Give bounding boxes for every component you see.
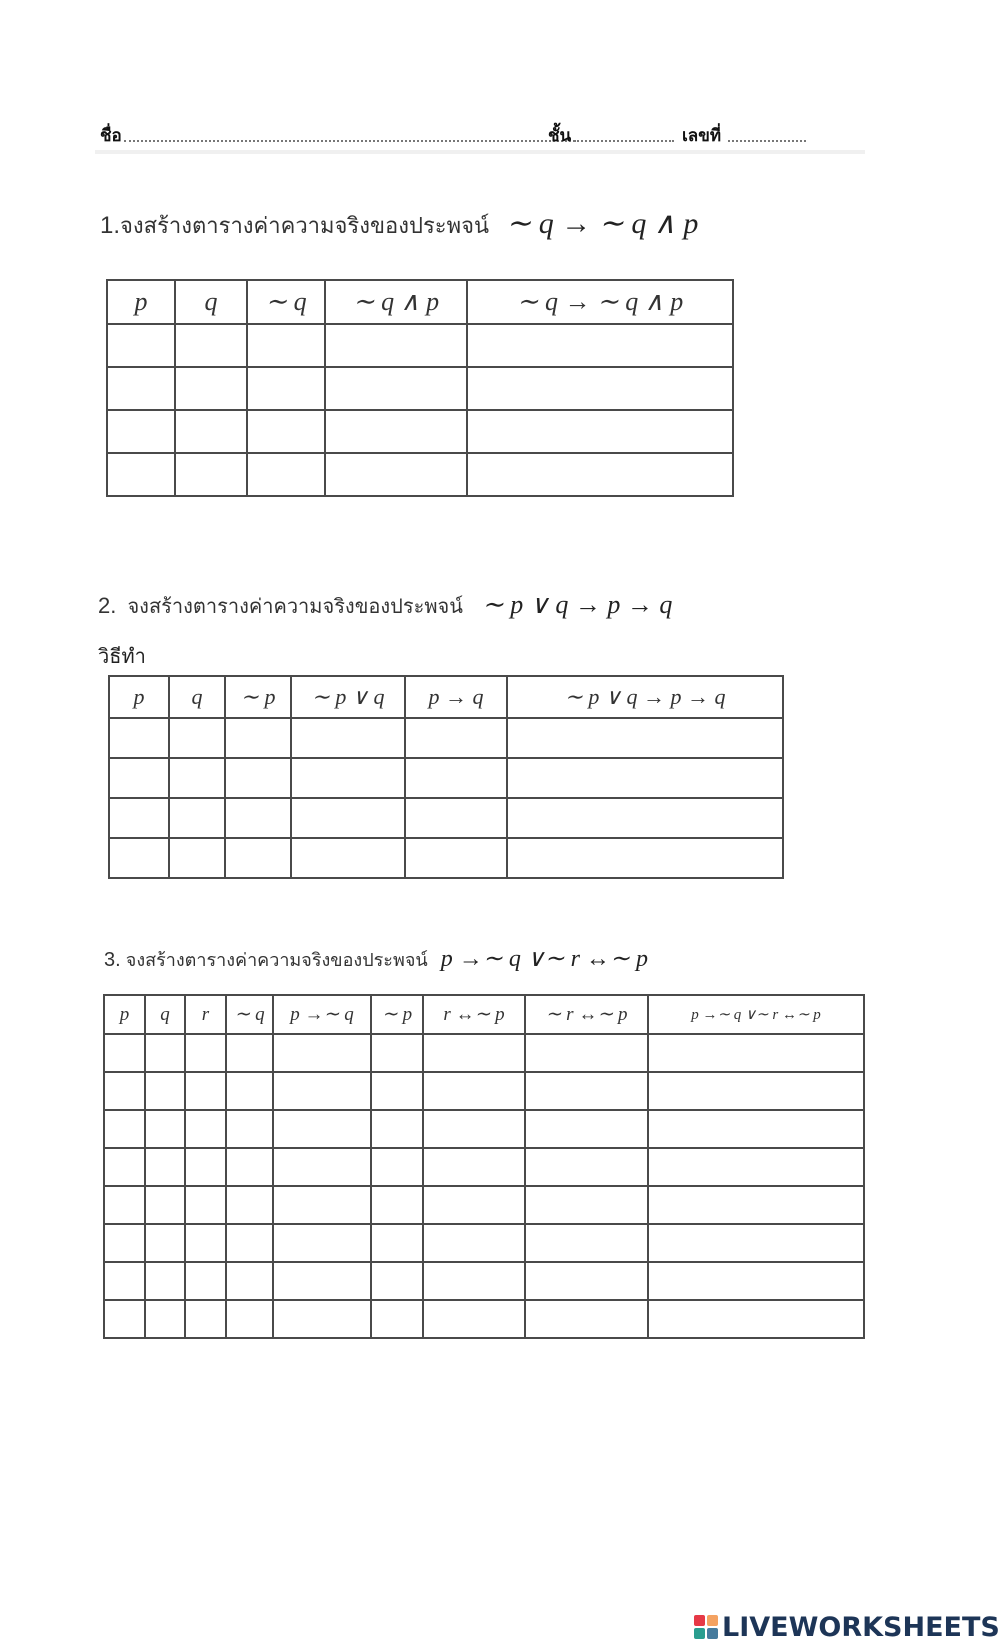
answer-cell[interactable]: [109, 718, 169, 758]
question-1: [100, 206, 698, 243]
answer-cell[interactable]: [107, 367, 175, 410]
answer-cell[interactable]: [648, 1186, 864, 1224]
question-3: [104, 944, 648, 974]
header-divider: [95, 150, 865, 154]
answer-cell[interactable]: [247, 453, 325, 496]
answer-cell[interactable]: [175, 324, 247, 367]
answer-cell[interactable]: [185, 1186, 226, 1224]
column-header: ∼ q ∧ p: [325, 280, 467, 324]
answer-cell[interactable]: [104, 1224, 145, 1262]
answer-cell[interactable]: [273, 1262, 371, 1300]
answer-cell[interactable]: [423, 1110, 525, 1148]
table-row: [104, 1300, 864, 1338]
number-label: เลขที่: [682, 126, 722, 146]
table-row: [107, 453, 733, 496]
answer-cell[interactable]: [145, 1262, 185, 1300]
answer-cell[interactable]: [525, 1148, 648, 1186]
column-header: r: [185, 995, 226, 1034]
table-header-row: [107, 280, 733, 324]
answer-cell[interactable]: [169, 758, 225, 798]
answer-cell[interactable]: [225, 718, 291, 758]
answer-cell[interactable]: [175, 453, 247, 496]
answer-cell[interactable]: [104, 1300, 145, 1338]
answer-cell[interactable]: [405, 798, 507, 838]
answer-cell[interactable]: [525, 1072, 648, 1110]
answer-cell[interactable]: [145, 1072, 185, 1110]
answer-cell[interactable]: [226, 1072, 273, 1110]
column-header: ∼ q → ∼ q ∧ p: [467, 280, 733, 324]
answer-cell[interactable]: [507, 758, 783, 798]
column-header: ∼ q: [226, 995, 273, 1034]
column-header: q: [175, 280, 247, 324]
table-row: [104, 1072, 864, 1110]
table-row: [109, 838, 783, 878]
answer-cell[interactable]: [273, 1110, 371, 1148]
answer-cell[interactable]: [185, 1300, 226, 1338]
answer-cell[interactable]: [371, 1300, 423, 1338]
answer-cell[interactable]: [405, 838, 507, 878]
answer-cell[interactable]: [423, 1148, 525, 1186]
answer-cell[interactable]: [525, 1224, 648, 1262]
answer-cell[interactable]: [104, 1110, 145, 1148]
truth-table-3: [103, 994, 865, 1339]
answer-cell[interactable]: [226, 1148, 273, 1186]
logo-square: [707, 1628, 718, 1639]
class-label: ชั้น: [548, 126, 572, 146]
truth-table-2: [108, 675, 784, 879]
answer-cell[interactable]: [423, 1034, 525, 1072]
answer-cell[interactable]: [185, 1072, 226, 1110]
answer-cell[interactable]: [371, 1072, 423, 1110]
answer-cell[interactable]: [169, 798, 225, 838]
table-row: [107, 410, 733, 453]
answer-cell[interactable]: [145, 1186, 185, 1224]
answer-cell[interactable]: [525, 1300, 648, 1338]
column-header: p: [104, 995, 145, 1034]
answer-cell[interactable]: [226, 1186, 273, 1224]
answer-cell[interactable]: [507, 718, 783, 758]
answer-cell[interactable]: [648, 1224, 864, 1262]
answer-cell[interactable]: [145, 1110, 185, 1148]
answer-cell[interactable]: [648, 1262, 864, 1300]
answer-cell[interactable]: [467, 367, 733, 410]
answer-cell[interactable]: [185, 1148, 226, 1186]
answer-cell[interactable]: [185, 1262, 226, 1300]
answer-cell[interactable]: [525, 1110, 648, 1148]
class-field[interactable]: [574, 140, 674, 142]
answer-cell[interactable]: [226, 1110, 273, 1148]
question-3-number: 3.: [104, 949, 121, 971]
question-3-expression: p →∼ q ∨∼ r ↔∼ p: [440, 946, 649, 972]
table-row: [104, 1186, 864, 1224]
answer-cell[interactable]: [405, 758, 507, 798]
column-header: ∼ q: [247, 280, 325, 324]
answer-cell[interactable]: [648, 1148, 864, 1186]
question-1-text: จงสร้างตารางค่าความจริงของประพจน์: [120, 214, 490, 239]
question-2-text: จงสร้างตารางค่าความจริงของประพจน์: [127, 594, 463, 618]
column-header: ∼ p ∨ q → p → q: [507, 676, 783, 718]
column-header: p: [109, 676, 169, 718]
student-info-header: [100, 118, 860, 148]
answer-cell[interactable]: [648, 1300, 864, 1338]
answer-cell[interactable]: [273, 1034, 371, 1072]
table-row: [104, 1110, 864, 1148]
answer-cell[interactable]: [104, 1072, 145, 1110]
question-3-text: จงสร้างตารางค่าความจริงของประพจน์: [125, 950, 428, 971]
answer-cell[interactable]: [247, 410, 325, 453]
answer-cell[interactable]: [273, 1224, 371, 1262]
answer-cell[interactable]: [423, 1224, 525, 1262]
answer-cell[interactable]: [525, 1262, 648, 1300]
answer-cell[interactable]: [145, 1300, 185, 1338]
answer-cell[interactable]: [226, 1034, 273, 1072]
name-label: ชื่อ: [100, 126, 122, 146]
answer-cell[interactable]: [107, 410, 175, 453]
answer-cell[interactable]: [423, 1262, 525, 1300]
answer-cell[interactable]: [175, 367, 247, 410]
liveworksheets-logo: [694, 1610, 1000, 1644]
answer-cell[interactable]: [525, 1186, 648, 1224]
table-row: [104, 1148, 864, 1186]
question-1-expression: ∼ q → ∼ q ∧ p: [506, 207, 699, 240]
answer-cell[interactable]: [273, 1072, 371, 1110]
answer-cell[interactable]: [648, 1072, 864, 1110]
answer-cell[interactable]: [467, 453, 733, 496]
answer-cell[interactable]: [107, 324, 175, 367]
table-row: [107, 324, 733, 367]
answer-cell[interactable]: [107, 453, 175, 496]
question-2: [98, 590, 672, 622]
logo-square: [707, 1615, 718, 1626]
column-header: p →∼ q ∨∼ r ↔∼ p: [648, 995, 864, 1034]
answer-cell[interactable]: [175, 410, 247, 453]
answer-cell[interactable]: [507, 838, 783, 878]
table-row: [104, 1262, 864, 1300]
answer-cell[interactable]: [273, 1148, 371, 1186]
logo-text: LIVEWORKSHEETS: [722, 1611, 1000, 1643]
column-header: r ↔∼ p: [423, 995, 525, 1034]
table-header-row: [104, 995, 864, 1034]
answer-cell[interactable]: [145, 1224, 185, 1262]
answer-cell[interactable]: [371, 1148, 423, 1186]
answer-cell[interactable]: [291, 718, 405, 758]
answer-cell[interactable]: [648, 1034, 864, 1072]
answer-cell[interactable]: [423, 1186, 525, 1224]
answer-cell[interactable]: [525, 1034, 648, 1072]
answer-cell[interactable]: [104, 1034, 145, 1072]
table-row: [109, 798, 783, 838]
column-header: ∼ p ∨ q: [291, 676, 405, 718]
column-header: q: [169, 676, 225, 718]
column-header: ∼ r ↔∼ p: [525, 995, 648, 1034]
column-header: q: [145, 995, 185, 1034]
question-1-number: 1.: [100, 212, 121, 239]
column-header: p → q: [405, 676, 507, 718]
answer-cell[interactable]: [185, 1034, 226, 1072]
answer-cell[interactable]: [109, 758, 169, 798]
answer-cell[interactable]: [247, 367, 325, 410]
answer-cell[interactable]: [423, 1300, 525, 1338]
answer-cell[interactable]: [405, 718, 507, 758]
answer-cell[interactable]: [648, 1110, 864, 1148]
logo-mark-icon: [694, 1615, 718, 1639]
answer-cell[interactable]: [291, 798, 405, 838]
question-2-number: 2.: [98, 593, 117, 618]
answer-cell[interactable]: [291, 838, 405, 878]
answer-cell[interactable]: [325, 453, 467, 496]
answer-cell[interactable]: [104, 1148, 145, 1186]
method-label: วิธีทำ: [98, 644, 146, 668]
answer-cell[interactable]: [247, 324, 325, 367]
answer-cell[interactable]: [291, 758, 405, 798]
table-row: [104, 1224, 864, 1262]
answer-cell[interactable]: [145, 1034, 185, 1072]
table-row: [109, 718, 783, 758]
column-header: p →∼ q: [273, 995, 371, 1034]
table-row: [107, 367, 733, 410]
logo-square: [694, 1615, 705, 1626]
table-row: [109, 758, 783, 798]
answer-cell[interactable]: [104, 1262, 145, 1300]
answer-cell[interactable]: [104, 1186, 145, 1224]
answer-cell[interactable]: [325, 410, 467, 453]
answer-cell[interactable]: [371, 1186, 423, 1224]
answer-cell[interactable]: [169, 838, 225, 878]
answer-cell[interactable]: [371, 1110, 423, 1148]
answer-cell[interactable]: [185, 1224, 226, 1262]
answer-cell[interactable]: [225, 798, 291, 838]
answer-cell[interactable]: [145, 1148, 185, 1186]
number-field[interactable]: [728, 140, 806, 142]
answer-cell[interactable]: [467, 324, 733, 367]
answer-cell[interactable]: [507, 798, 783, 838]
answer-cell[interactable]: [371, 1262, 423, 1300]
answer-cell[interactable]: [109, 798, 169, 838]
answer-cell[interactable]: [273, 1300, 371, 1338]
answer-cell[interactable]: [226, 1300, 273, 1338]
answer-cell[interactable]: [109, 838, 169, 878]
answer-cell[interactable]: [169, 718, 225, 758]
answer-cell[interactable]: [226, 1224, 273, 1262]
answer-cell[interactable]: [225, 758, 291, 798]
answer-cell[interactable]: [225, 838, 291, 878]
answer-cell[interactable]: [325, 367, 467, 410]
answer-cell[interactable]: [423, 1072, 525, 1110]
column-header: ∼ p: [371, 995, 423, 1034]
table-row: [104, 1034, 864, 1072]
answer-cell[interactable]: [226, 1262, 273, 1300]
truth-table-1: [106, 279, 734, 497]
table-header-row: [109, 676, 783, 718]
answer-cell[interactable]: [273, 1186, 371, 1224]
column-header: ∼ p: [225, 676, 291, 718]
answer-cell[interactable]: [185, 1110, 226, 1148]
answer-cell[interactable]: [371, 1224, 423, 1262]
question-2-expression: ∼ p ∨ q → p → q: [482, 590, 673, 619]
logo-square: [694, 1628, 705, 1639]
answer-cell[interactable]: [371, 1034, 423, 1072]
answer-cell[interactable]: [467, 410, 733, 453]
column-header: p: [107, 280, 175, 324]
answer-cell[interactable]: [325, 324, 467, 367]
